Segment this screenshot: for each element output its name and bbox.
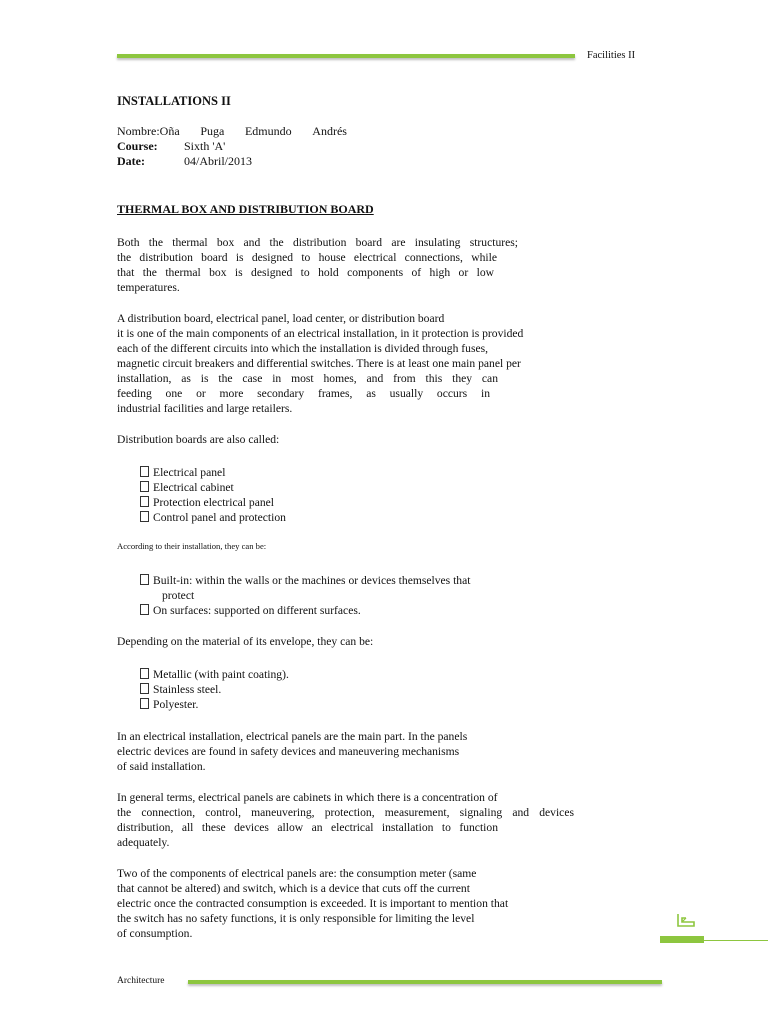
paragraph-line: that cannot be altered) and switch, which is a device that cuts off the current bbox=[117, 882, 470, 895]
footer-text: Architecture bbox=[117, 976, 165, 986]
list-item: Polyester. bbox=[140, 697, 289, 712]
paragraph-line: In general terms, electrical panels are cabinets in which there is a concentration of bbox=[117, 791, 498, 804]
list-installation bbox=[140, 573, 470, 618]
paragraph-general-terms bbox=[117, 790, 574, 850]
bullet-box-icon bbox=[140, 466, 149, 477]
bullet-box-icon bbox=[140, 683, 149, 694]
list-item: On surfaces: supported on different surfaces. bbox=[140, 603, 470, 618]
course-value: Sixth 'A' bbox=[184, 139, 226, 153]
bullet-box-icon bbox=[140, 604, 149, 615]
paragraph-line: it is one of the main components of an electrical installation, in it protection is provided bbox=[117, 327, 524, 340]
paragraph-line: A distribution board, electrical panel, load center, or distribution board bbox=[117, 312, 445, 325]
bullet-box-icon bbox=[140, 496, 149, 507]
bullet-box-icon bbox=[140, 668, 149, 679]
paragraph-line: the distribution board is designed to house electrical connections, while bbox=[117, 251, 497, 264]
header-text: Facilities II bbox=[587, 50, 636, 61]
paragraph-line: temperatures. bbox=[117, 281, 180, 294]
paragraph-line: In an electrical installation, electrical panels are the main part. In the panels bbox=[117, 730, 468, 743]
paragraph-line: electric once the contracted consumption is exceeded. It is important to mention that bbox=[117, 897, 509, 910]
date-row bbox=[117, 154, 252, 169]
paragraph-line: that the thermal box is designed to hold components of high or low bbox=[117, 266, 494, 279]
footer-accent-bar bbox=[188, 980, 662, 984]
paragraph-line: Both the thermal box and the distribution board are insulating structures; bbox=[117, 236, 518, 249]
date-label: Date: bbox=[117, 154, 145, 168]
side-accent-line bbox=[704, 940, 768, 941]
list-item: Control panel and protection bbox=[140, 510, 286, 525]
paragraph-main-part bbox=[117, 729, 467, 774]
paragraph-line: distribution, all these devices allow an electrical installation to function bbox=[117, 821, 498, 834]
paragraph-line: industrial facilities and large retailers. bbox=[117, 402, 293, 415]
paragraph-line: installation, as is the case in most homes, and from this they can bbox=[117, 372, 498, 385]
paragraph-line: Two of the components of electrical panels are: the consumption meter (same bbox=[117, 867, 477, 880]
paragraph-envelope-material: Depending on the material of its envelope, they can be: bbox=[117, 635, 374, 648]
list-item: Stainless steel. bbox=[140, 682, 289, 697]
paragraph-line: the connection, control, maneuvering, protection, measurement, signaling and devices bbox=[117, 806, 574, 819]
list-item-continuation: protect bbox=[162, 589, 195, 602]
paragraph-installation-types: According to their installation, they can be: bbox=[117, 541, 267, 551]
section-title: THERMAL BOX AND DISTRIBUTION BOARD bbox=[117, 202, 374, 216]
bullet-box-icon bbox=[140, 511, 149, 522]
list-item: Electrical panel bbox=[140, 465, 286, 480]
page-corner-icon bbox=[676, 912, 696, 930]
side-accent-bar bbox=[660, 936, 704, 943]
date-value: 04/Abril/2013 bbox=[184, 154, 252, 168]
course-row bbox=[117, 139, 225, 154]
name-part: Edmundo bbox=[244, 124, 292, 138]
list-item: Electrical cabinet bbox=[140, 480, 286, 495]
student-name bbox=[117, 124, 347, 139]
list-item: Protection electrical panel bbox=[140, 495, 286, 510]
paragraph-line: feeding one or more secondary frames, as usually occurs in bbox=[117, 387, 490, 400]
list-names bbox=[140, 465, 286, 525]
list-item: Built-in: within the walls or the machines or devices themselves that bbox=[140, 573, 470, 588]
bullet-box-icon bbox=[140, 574, 149, 585]
list-item: Metallic (with paint coating). bbox=[140, 667, 289, 682]
paragraph-line: the switch has no safety functions, it is only responsible for limiting the level bbox=[117, 912, 475, 925]
name-part: Puga bbox=[200, 124, 225, 138]
paragraph-components bbox=[117, 866, 508, 941]
paragraph-also-called: Distribution boards are also called: bbox=[117, 433, 280, 446]
name-part: Andrés bbox=[312, 124, 347, 138]
document-title: INSTALLATIONS II bbox=[117, 94, 231, 108]
bullet-box-icon bbox=[140, 698, 149, 709]
course-label: Course: bbox=[117, 139, 158, 153]
paragraph-line: each of the different circuits into which the installation is divided through fuses, bbox=[117, 342, 489, 355]
list-materials bbox=[140, 667, 289, 712]
paragraph-line: electric devices are found in safety devices and maneuvering mechanisms bbox=[117, 745, 460, 758]
paragraph-line: of said installation. bbox=[117, 760, 206, 773]
name-label: Nombre:Oña bbox=[117, 124, 180, 138]
paragraph-line: magnetic circuit breakers and differential switches. There is at least one main panel per bbox=[117, 357, 521, 370]
paragraph-line: adequately. bbox=[117, 836, 170, 849]
bullet-box-icon bbox=[140, 481, 149, 492]
paragraph-intro bbox=[117, 235, 518, 295]
paragraph-line: of consumption. bbox=[117, 927, 193, 940]
header-accent-bar bbox=[117, 54, 575, 58]
paragraph-distribution-board bbox=[117, 311, 548, 416]
